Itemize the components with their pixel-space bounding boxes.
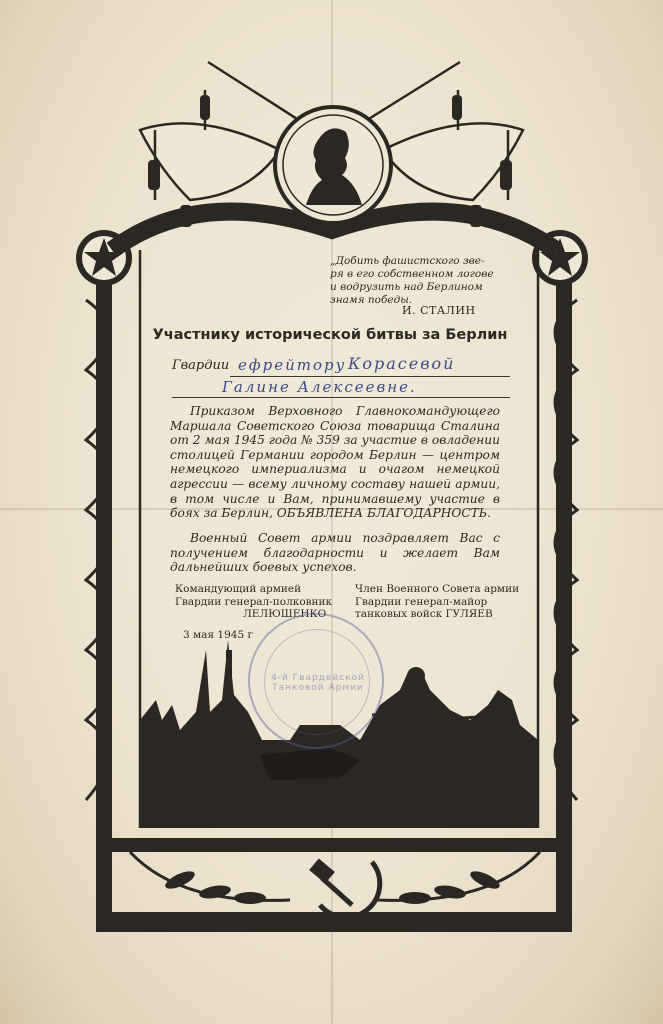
fill-line-2 <box>172 397 510 398</box>
quote-line: и водрузить над Берлином <box>330 281 483 293</box>
recipient-prefix: Гвардии <box>172 358 230 373</box>
hammer-sickle-icon <box>313 862 380 917</box>
official-stamp <box>248 613 384 749</box>
bottom-ornament <box>96 838 572 932</box>
quote-line: знамя победы. <box>330 294 413 306</box>
signature-name: ЛЕЛЮШЕНКО <box>243 608 327 620</box>
quote-line: ря в его собственном логове <box>330 268 494 280</box>
stalin-quote <box>330 255 530 307</box>
stamp-text: 4-й Гвардейской Танковой Армии <box>270 673 366 693</box>
signature-right <box>355 583 519 621</box>
document-date: 3 мая 1945 г <box>183 629 253 641</box>
signature-line: Гвардии генерал-полковник <box>175 595 333 608</box>
quote-author: И. СТАЛИН <box>402 304 476 317</box>
body-paragraph-1: Приказом Верховного Главнокомандующего Маршала Советского Союза товарища Сталина от 2 мая 1945 года № 359 за участие в овладении столицей Германии городом Берлин — центром немецкого империализма и очагом немецкой агрессии — всему личному составу нашей армии, в том числе и Вам, принимавшему участие в боях за Берлин, ОБЪЯВЛЕНА БЛАГОДАРНОСТЬ. <box>170 404 500 521</box>
signature-name: танковых войск ГУЛЯЕВ <box>355 608 493 620</box>
recipient-name: Галине Алексеевне. <box>222 378 417 396</box>
recipient-rank: ефрейтору <box>238 356 347 374</box>
body-paragraph-2: Военный Совет армии поздравляет Вас с получением благодарности и желает Вам дальнейших боевых успехов. <box>170 531 500 575</box>
portrait-medallion <box>275 107 391 223</box>
recipient-surname: Корасевой <box>348 354 456 373</box>
signature-line: Гвардии генерал-майор <box>355 595 488 608</box>
signature-line: Командующий армией <box>175 583 302 595</box>
quote-line: „Добить фашистского зве- <box>330 255 485 267</box>
page-title: Участнику исторической битвы за Берлин <box>152 327 508 343</box>
fill-line-1 <box>230 376 510 377</box>
signature-line: Член Военного Совета армии <box>355 583 520 595</box>
